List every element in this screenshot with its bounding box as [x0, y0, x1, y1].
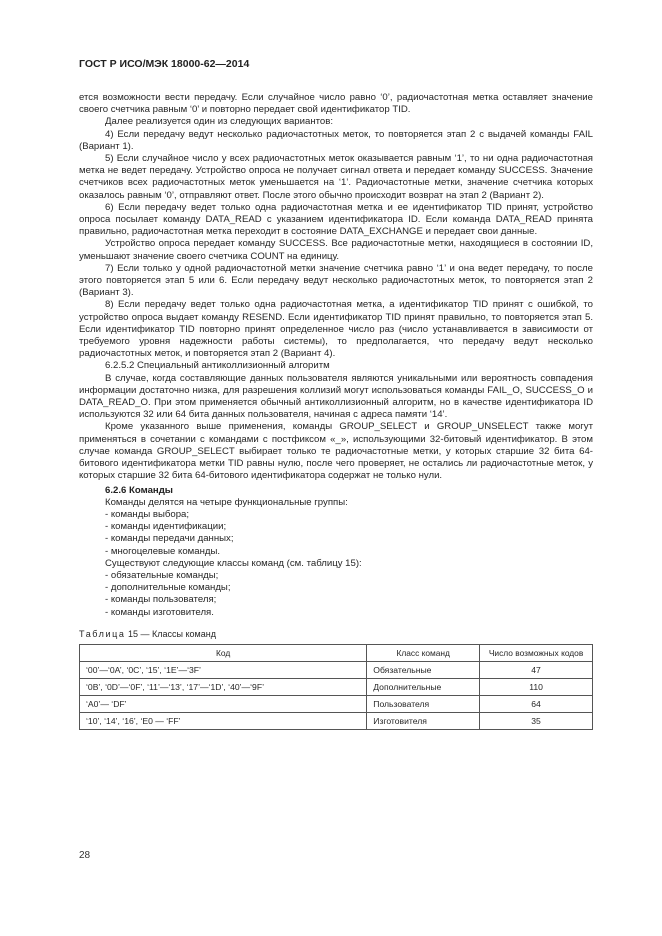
table-row: [80, 678, 593, 695]
paragraph: Кроме указанного выше применения, команды GROUP_SELECT и GROUP_UNSELECT также могут применяться в сочетании с командами с постфиксом «_», использующими 32-битовый идентификатор. В этом случае команда GROUP_SELECT выбирает только те радиочастотные метки, у которых старшие 32 бита 64-битового идентификатора метки TID равны нулю, после чего проверяет, не остались ли радиочастотные меток, у которых старшие 32 бита 64-битового идентификатора содержат не только нули.: [79, 421, 593, 482]
paragraph: 7) Если только у одной радиочастотной метки значение счетчика равно ‘1’ и она ведет передачу, то после этого повторяется этап 5 или 6. Если передачу ведут несколько радиочастотных меток, то повторяется этап 2 (Вариант 3).: [79, 262, 593, 299]
table-cell-class: Пользователя: [367, 695, 480, 712]
list-item: - команды идентификации;: [105, 521, 227, 533]
table-cell-code: ‘0B’, ‘0D’—‘0F’, ‘11’—‘13’, ‘17’—‘1D’, ‘40’—‘9F’: [80, 678, 367, 695]
table-caption: [79, 628, 593, 640]
table-header-row: [80, 644, 593, 661]
paragraph: Далее реализуется один из следующих вариантов:: [105, 116, 334, 128]
paragraph: 4) Если передачу ведут несколько радиочастотных меток, то повторяется этап 2 с выдачей команды FAIL (Вариант 1).: [79, 128, 593, 152]
table-row: [80, 661, 593, 678]
table-cell-count: 110: [480, 678, 593, 695]
paragraph: 5) Если случайное число у всех радиочастотных меток оказывается равным ‘1’, то ни одна радиочастотная метка не ведет передачу. Устройство опроса не получает сигнал ответа и передает команду SUCCESS. Значение счетчиков всех радиочастотных меток уменьшается на ‘1’. Радиочастотные метки, значение счетчика которых оказалось равным ‘0’, отправляют ответ. После этого обычно происходит возврат на этап 2 (Вариант 2).: [79, 153, 593, 201]
paragraph: ется возможности вести передачу. Если случайное число равно ‘0’, радиочастотная метка оставляет значение своего счетчика равным ‘0’ и повторно передает свой идентификатор TID.: [79, 92, 593, 116]
table-header-class: Класс команд: [367, 644, 480, 661]
table-row: [80, 695, 593, 712]
paragraphs: [79, 92, 593, 483]
section-intro: Команды делятся на четыре функциональные группы:: [105, 496, 348, 508]
list-item: - команды выбора;: [105, 508, 190, 520]
document-header: ГОСТ Р ИСО/МЭК 18000-62—2014: [79, 58, 250, 70]
command-groups-list: [79, 509, 593, 558]
table-cell-count: 47: [480, 661, 593, 678]
list-item: - дополнительные команды;: [105, 582, 231, 594]
table-cell-code: ‘10’, ‘14’, ‘16’, ‘E0 — ‘FF’: [80, 712, 367, 729]
table-body: [80, 661, 593, 729]
table-caption-prefix: Таблица: [79, 628, 126, 639]
document-body: [79, 92, 593, 730]
table-caption-rest: 15 — Классы команд: [125, 628, 216, 639]
list-item: - команды пользователя;: [105, 594, 217, 606]
command-classes-table: [79, 644, 593, 730]
table-header-count: Число возможных кодов: [480, 644, 593, 661]
table-cell-class: Изготовителя: [367, 712, 480, 729]
list-item: - команды изготовителя.: [105, 606, 214, 618]
table-header-code: Код: [80, 644, 367, 661]
paragraph: 6) Если передачу ведет только одна радиочастотная метка и ее идентификатор TID принят, устройство опроса посылает команду DATA_READ с указанием идентификатора ID. Если команда DATA_READ принята правильно, радиочастотная метка переходит в состояние DATA_EXCHANGE и передает свои данные.: [79, 201, 593, 238]
list-item: - команды передачи данных;: [105, 533, 234, 545]
table-cell-code: ‘A0’— ‘DF’: [80, 695, 367, 712]
list-item: - обязательные команды;: [105, 569, 219, 581]
table-cell-class: Дополнительные: [367, 678, 480, 695]
paragraph: 8) Если передачу ведет только одна радиочастотная метка, а идентификатор TID принят с ошибкой, то устройство опроса выдает команду RESEND. Если идентификатор TID принят правильно, то повторяется этап 5. Если идентификатор TID повторно принят определенное число раз (число устанавливается в зависимости от требуемого уровня надежности работы системы), то предполагается, что передачу ведут несколько радиочастотных меток, и повторяется этап 2 (Вариант 4).: [79, 299, 593, 360]
page-number: 28: [79, 850, 91, 861]
paragraph: 6.2.5.2 Специальный антиколлизионный алгоритм: [105, 360, 330, 372]
command-classes-list: [79, 570, 593, 619]
table-cell-code: ‘00’—‘0A’, ‘0C’, ‘15’, ‘1E’—‘3F’: [80, 661, 367, 678]
paragraph: Устройство опроса передает команду SUCCESS. Все радиочастотные метки, находящиеся в состоянии ID, уменьшают значение своего счетчика COUNT на единицу.: [79, 238, 593, 262]
section-title: 6.2.6 Команды: [105, 484, 173, 496]
table-cell-count: 35: [480, 712, 593, 729]
table-row: [80, 712, 593, 729]
paragraph: В случае, когда составляющие данных пользователя являются уникальными или вероятность совпадения информации достаточно низка, для разрешения коллизий могут использоваться команды FAIL_O, SUCCESS_O и DATA_READ_O. При этом применяется обычный антиколлизионный алгоритм, но в качестве идентификатора ID используются 32 или 64 бита данных пользователя, начиная с адреса памяти ‘14’.: [79, 372, 593, 421]
classes-intro: Существуют следующие классы команд (см. таблицу 15):: [105, 557, 362, 569]
list-item: - многоцелевые команды.: [105, 545, 221, 557]
table-cell-class: Обязательные: [367, 661, 480, 678]
table-cell-count: 64: [480, 695, 593, 712]
